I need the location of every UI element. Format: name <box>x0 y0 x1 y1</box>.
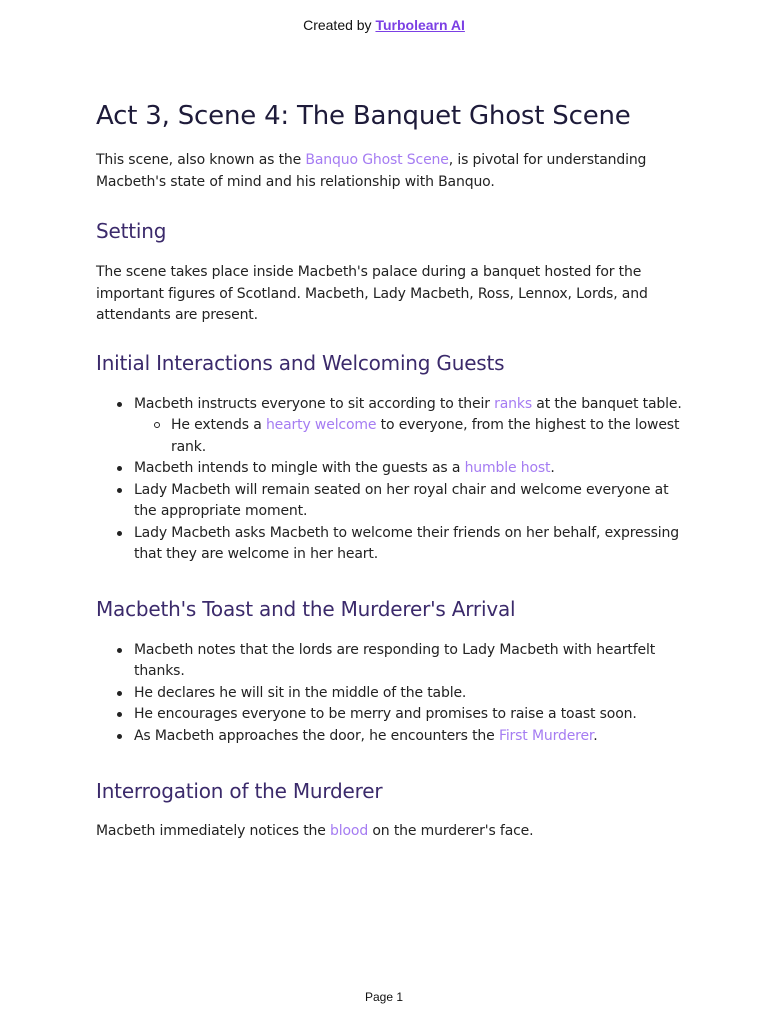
setting-paragraph: The scene takes place inside Macbeth's palace during a banquet hosted for the important figures of Scotland. Macbeth, Lady Macbeth, Ross, Lennox, Lords, and attendants are present. <box>96 264 648 323</box>
page-title: Act 3, Scene 4: The Banquet Ghost Scene <box>96 101 631 131</box>
initial-interactions-heading: Initial Interactions and Welcoming Guests <box>96 350 505 375</box>
list-item: Lady Macbeth will remain seated on her royal chair and welcome everyone at the appropriate moment. <box>134 480 686 523</box>
page-number: Page 1 <box>364 990 404 1004</box>
created-by-header <box>0 17 768 33</box>
highlight-banquo-ghost-scene: Banquo Ghost Scene <box>305 152 449 168</box>
item-text: . <box>593 727 598 744</box>
toast-heading: Macbeth's Toast and the Murderer's Arrival <box>96 596 516 621</box>
highlight-first-murderer: First Murderer <box>498 727 594 744</box>
list-item: He declares he will sit in the middle of the table. <box>134 683 686 705</box>
intro-text-after: , is pivotal for understanding Macbeth's state of mind and his relationship with Banquo. <box>96 152 647 190</box>
highlight-ranks: ranks <box>494 395 532 412</box>
list-item: He encourages everyone to be merry and promises to raise a toast soon. <box>134 704 686 726</box>
item-text: to everyone, from the highest to the lowest rank. <box>171 417 680 455</box>
intro-paragraph <box>96 150 686 193</box>
intro-text-before: This scene, also known as the <box>96 152 306 168</box>
item-text: Macbeth intends to mingle with the guests as a <box>134 460 465 476</box>
list-item <box>134 394 686 459</box>
initial-interactions-list <box>96 394 686 566</box>
item-text: . <box>550 460 555 476</box>
created-by-prefix: Created by <box>303 17 376 33</box>
paragraph-text: on the murderer's face. <box>368 823 534 839</box>
highlight-humble-host: humble host <box>464 460 551 476</box>
item-text: Macbeth instructs everyone to sit according to their <box>134 395 495 412</box>
sub-list-item <box>171 415 686 458</box>
interrogation-paragraph <box>96 821 686 843</box>
item-text: at the banquet table. <box>532 395 682 412</box>
highlight-hearty-welcome: hearty welcome <box>265 417 377 433</box>
turbolearn-link[interactable]: Turbolearn AI <box>375 17 465 33</box>
document-content <box>96 96 686 843</box>
list-item <box>134 458 686 480</box>
list-item <box>134 726 686 748</box>
list-item: Lady Macbeth asks Macbeth to welcome their friends on her behalf, expressing that they are welcome in her heart. <box>134 523 686 566</box>
item-text: As Macbeth approaches the door, he encounters the <box>134 727 499 744</box>
toast-list <box>96 640 686 748</box>
paragraph-text: Macbeth immediately notices the <box>96 823 331 839</box>
sub-list <box>134 415 686 458</box>
setting-heading: Setting <box>96 219 167 243</box>
item-text: He extends a <box>171 417 266 433</box>
list-item: Macbeth notes that the lords are responding to Lady Macbeth with heartfelt thanks. <box>134 640 686 683</box>
interrogation-heading: Interrogation of the Murderer <box>96 779 383 803</box>
highlight-blood: blood <box>330 823 369 839</box>
